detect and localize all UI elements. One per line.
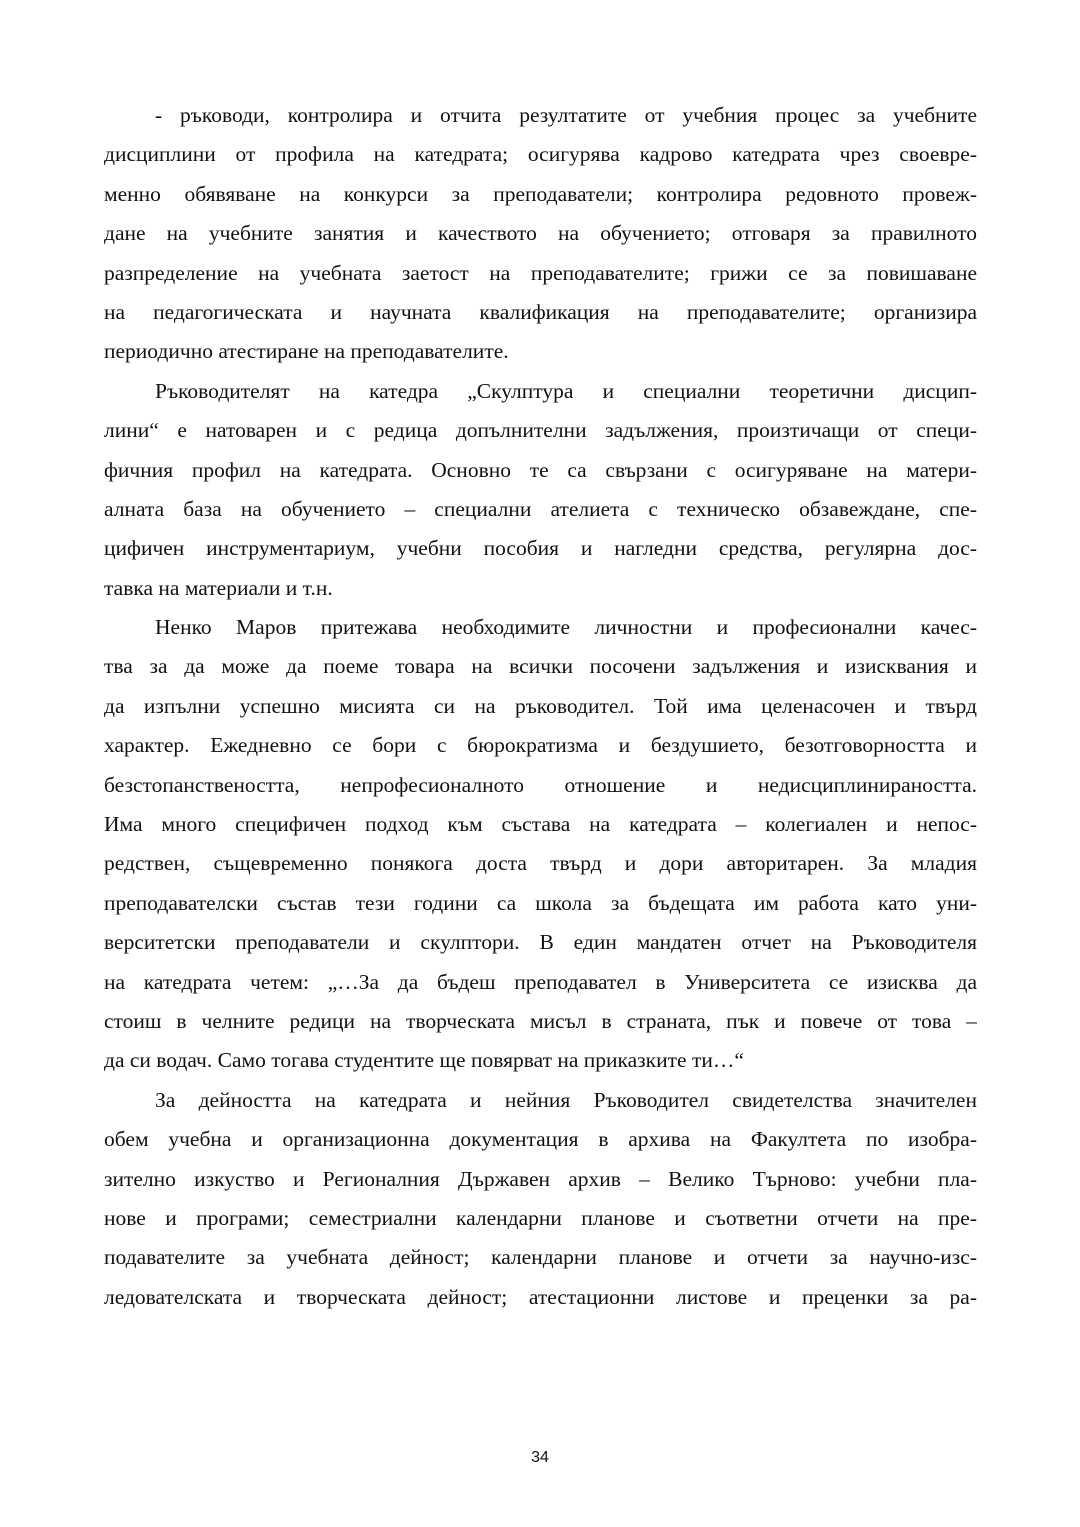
text-line: да изпълни успешно мисията си на ръководител. Той има целенасочен и твърд (104, 693, 977, 718)
page-number: 34 (531, 1449, 549, 1466)
text-line: характер. Ежедневно се бори с бюрократизма и бездушието, безотговорността и (104, 733, 977, 758)
text-line: ледователската и творческата дейност; атестационни листове и преценки за ра- (104, 1284, 977, 1309)
text-line: лини“ е натоварен и с редица допълнителни задължения, произтичащи от специ- (104, 418, 977, 443)
text-line: Има много специфичен подход към състава на катедрата – колегиален и непос- (104, 812, 977, 837)
text-line: редствен, същевременно понякога доста твърд и дори авторитарен. За младия (104, 851, 977, 876)
text-line: тва за да може да поеме товара на всички посочени задължения и изисквания и (104, 654, 977, 679)
text-line: на катедрата четем: „…За да бъдеш преподавател в Университета се изисква да (104, 969, 977, 994)
text-line: зително изкуство и Регионалния Държавен архив – Велико Търново: учебни пла- (104, 1166, 977, 1191)
text-line: - ръководи, контролира и отчита резултатите от учебния процес за учебните (155, 103, 977, 127)
text-line: алната база на обучението – специални ателиета с техническо обзавеждане, спе- (104, 496, 977, 521)
text-line: дисциплини от профила на катедрата; осигурява кадрово катедрата чрез своевре- (104, 142, 977, 167)
text-line: да си водач. Само тогава студентите ще повярват на приказките ти…“ (104, 1048, 744, 1073)
text-line: Ненко Маров притежава необходимите личностни и професионални качес- (155, 615, 977, 640)
text-line: цифичен инструментариум, учебни пособия и нагледни средства, регулярна дос- (104, 536, 977, 561)
text-line: нове и програми; семестриални календарни планове и съответни отчети на пре- (104, 1205, 977, 1230)
body-text (104, 96, 977, 1317)
text-line: разпределение на учебната заетост на преподавателите; грижи се за повишаване (104, 260, 977, 285)
text-line: стоиш в челните редици на творческата мисъл в страната, пък и повече от това – (104, 1008, 977, 1033)
text-line: За дейността на катедрата и нейния Ръководител свидетелства значителен (155, 1087, 977, 1112)
text-line: периодично атестиране на преподавателите. (104, 339, 509, 364)
text-line: безстопанствеността, непрофесионалното отношение и недисциплинираността. (104, 772, 977, 797)
text-line: на педагогическата и научната квалификация на преподавателите; организира (104, 299, 977, 324)
text-line: преподавателски състав тези години са школа за бъдещата им работа като уни- (104, 890, 977, 915)
text-line: обем учебна и организационна документация в архива на Факултета по изобра- (104, 1127, 977, 1152)
text-line: фичния профил на катедрата. Основно те са свързани с осигуряване на матери- (104, 457, 977, 482)
text-line: тавка на материали и т.н. (104, 575, 333, 600)
text-line: дане на учебните занятия и качеството на обучението; отговаря за правилното (104, 221, 977, 246)
text-line: Ръководителят на катедра „Скулптура и специални теоретични дисцип- (155, 378, 977, 403)
text-line: менно обявяване на конкурси за преподаватели; контролира редовното провеж- (104, 181, 977, 206)
text-line: подавателите за учебната дейност; календарни планове и отчети за научно-изс- (104, 1245, 977, 1270)
text-line: верситетски преподаватели и скулптори. В един мандатен отчет на Ръководителя (104, 930, 977, 955)
